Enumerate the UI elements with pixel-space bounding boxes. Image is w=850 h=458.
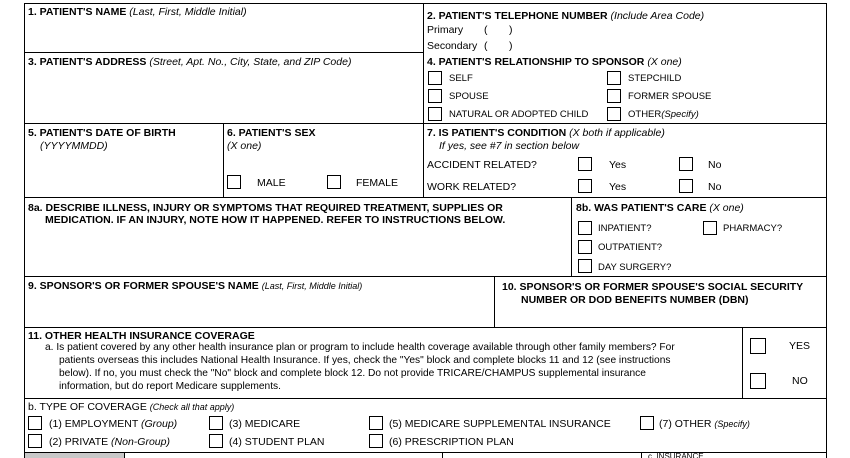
b3-label: 3. PATIENT'S ADDRESS (Street, Apt. No., City, State, and ZIP Code) [28,56,352,68]
other-insurance-yes-checkbox[interactable] [750,338,766,354]
b6-label: 6. PATIENT'S SEX [227,127,316,139]
vline-bottom3 [641,452,642,458]
primary-paren-close: ) [509,24,513,36]
border-top [24,3,827,4]
hline-row7 [24,452,827,453]
b3-hint: (Street, Apt. No., City, State, and ZIP Code) [149,56,352,68]
other-coverage-hint: (Specify) [714,419,750,429]
prescription-plan-checkbox[interactable] [369,434,383,448]
hline-row3 [24,197,827,198]
outpatient-label: OUTPATIENT? [598,242,663,253]
hline-row2-right [423,123,827,124]
b10-label-line1: 10. SPONSOR'S OR FORMER SPOUSE'S SOCIAL SECURITY [502,281,804,293]
male-checkbox[interactable] [227,175,241,189]
day-surgery-checkbox[interactable] [578,259,592,273]
work-related-label: WORK RELATED? [427,181,517,193]
secondary-paren-open: ( [484,40,488,52]
hline-row5 [24,327,827,328]
accident-related-label: ACCIDENT RELATED? [427,159,537,171]
b7-hint: (X both if applicable) [569,127,665,139]
b2-primary[interactable]: Primary ( ) [427,24,513,36]
patient-name-field[interactable] [26,20,422,51]
medicare-label: (3) MEDICARE [229,418,301,430]
vline-b8 [571,197,572,276]
stepchild-checkbox[interactable] [607,71,621,85]
b11-question-a-line3: below). If no, you must check the "No" block and complete block 12. Do not provide TRICARE/CHAMPUS supplemental insurance [59,368,646,379]
birth-date-field[interactable] [26,154,221,196]
student-plan-label: (4) STUDENT PLAN [229,436,325,448]
secondary-paren-close: ) [509,40,513,52]
vline-b11-yesno [742,327,743,398]
private-label: (2) PRIVATE (Non-Group) [49,436,170,448]
inpatient-label: INPATIENT? [598,223,652,234]
other-relationship-checkbox[interactable] [607,107,621,121]
hline-row2-left [24,123,424,124]
b1-label: 1. PATIENT'S NAME (Last, First, Middle Initial) [28,6,247,18]
private-checkbox[interactable] [28,434,42,448]
shaded-cell [25,453,124,458]
stepchild-label: STEPCHILD [628,73,682,84]
b8b-label: 8b. WAS PATIENT'S CARE (X one) [576,202,744,214]
insurance-partial-label: c. INSURANCE [648,452,704,458]
b2-hint: (Include Area Code) [610,10,705,22]
other-insurance-no-label: NO [792,375,808,387]
prescription-plan-label: (6) PRESCRIPTION PLAN [389,436,514,448]
natural-child-label: NATURAL OR ADOPTED CHILD [449,109,589,120]
hline-row1 [24,52,424,53]
b10-label-line2: NUMBER OR DOD BENEFITS NUMBER (DBN) [521,294,749,306]
b5-label: 5. PATIENT'S DATE OF BIRTH [28,127,176,139]
illness-description-field[interactable] [26,228,569,275]
sponsor-ssn-field[interactable] [496,308,825,326]
accident-yes-label: Yes [609,159,627,171]
b2-secondary[interactable]: Secondary ( ) [427,40,513,52]
hline-row4 [24,276,827,277]
other-relationship-label: OTHER(Specify) [628,109,699,120]
patient-address-field[interactable] [26,70,422,122]
employment-label: (1) EMPLOYMENT (Group) [49,418,178,430]
other-coverage-checkbox[interactable] [640,416,654,430]
pharmacy-checkbox[interactable] [703,221,717,235]
former-spouse-label: FORMER SPOUSE [628,91,712,102]
b4-label: 4. PATIENT'S RELATIONSHIP TO SPONSOR (X one) [427,56,682,68]
female-checkbox[interactable] [327,175,341,189]
accident-yes-checkbox[interactable] [578,157,592,171]
other-insurance-yes-label: YES [789,340,811,352]
female-label: FEMALE [356,177,399,189]
spouse-label: SPOUSE [449,91,489,102]
accident-no-label: No [708,159,722,171]
accident-no-checkbox[interactable] [679,157,693,171]
employment-checkbox[interactable] [28,416,42,430]
sponsor-name-field[interactable] [26,293,492,326]
b11-question-a-line4: information, but do report Medicare supplements. [59,381,281,392]
vline-mid-top [423,3,424,197]
work-no-checkbox[interactable] [679,179,693,193]
b4-hint: (X one) [647,56,682,68]
b8a-label-line1: 8a. DESCRIBE ILLNESS, INJURY OR SYMPTOMS THAT REQUIRED TREATMENT, SUPPLIES OR [28,202,503,214]
b11-question-a-line2: patients overseas this includes National Health Insurance. If yes, check the "Yes" block and complete blocks 11 and 12 (see instructions [59,355,671,366]
other-coverage-label: (7) OTHER (Specify) [659,418,750,430]
medicare-supplemental-label: (5) MEDICARE SUPPLEMENTAL INSURANCE [389,418,611,430]
outpatient-checkbox[interactable] [578,240,592,254]
work-yes-checkbox[interactable] [578,179,592,193]
b8b-hint: (X one) [709,202,744,214]
b5-hint: (YYYYMMDD) [40,140,108,152]
day-surgery-label: DAY SURGERY? [598,262,672,273]
other-insurance-no-checkbox[interactable] [750,373,766,389]
b7-label: 7. IS PATIENT'S CONDITION (X both if applicable) [427,127,665,139]
b11-label: 11. OTHER HEALTH INSURANCE COVERAGE [28,330,255,342]
border-right [826,3,827,458]
medicare-supplemental-checkbox[interactable] [369,416,383,430]
work-yes-label: Yes [609,181,627,193]
male-label: MALE [257,177,286,189]
primary-paren-open: ( [484,24,488,36]
b1-hint: (Last, First, Middle Initial) [129,6,247,18]
employment-hint: (Group) [141,418,178,430]
b2-label: 2. PATIENT'S TELEPHONE NUMBER (Include Area Code) [427,10,705,22]
self-checkbox[interactable] [428,71,442,85]
student-plan-checkbox[interactable] [209,434,223,448]
vline-bottom1 [124,452,125,458]
b7-hint2: If yes, see #7 in section below [439,140,580,152]
b11-question-b-hint: (Check all that apply) [149,402,235,412]
b11-question-b: b. TYPE OF COVERAGE (Check all that apply) [28,401,235,413]
b11-question-a-line1: a. Is patient covered by any other health insurance plan or program to include health coverage available through other family members? For [45,342,675,353]
natural-child-checkbox[interactable] [428,107,442,121]
medicare-checkbox[interactable] [209,416,223,430]
private-hint: (Non-Group) [111,436,170,448]
b9-hint: (Last, First, Middle Initial) [261,281,363,291]
pharmacy-label: PHARMACY? [723,223,783,234]
b9-label: 9. SPONSOR'S OR FORMER SPOUSE'S NAME (Last, First, Middle Initial) [28,280,363,292]
other-relationship-hint: (Specify) [661,109,699,120]
inpatient-checkbox[interactable] [578,221,592,235]
work-no-label: No [708,181,722,193]
spouse-checkbox[interactable] [428,89,442,103]
former-spouse-checkbox[interactable] [607,89,621,103]
b6-hint: (X one) [227,140,262,152]
border-left [24,3,25,458]
hline-row6 [24,398,827,399]
vline-bottom2 [442,452,443,458]
vline-b9-b10 [494,276,495,327]
vline-b5-b6 [223,123,224,197]
b8a-label-line2: MEDICATION. IF AN INJURY, NOTE HOW IT HAPPENED. REFER TO INSTRUCTIONS BELOW. [45,214,506,226]
self-label: SELF [449,73,473,84]
